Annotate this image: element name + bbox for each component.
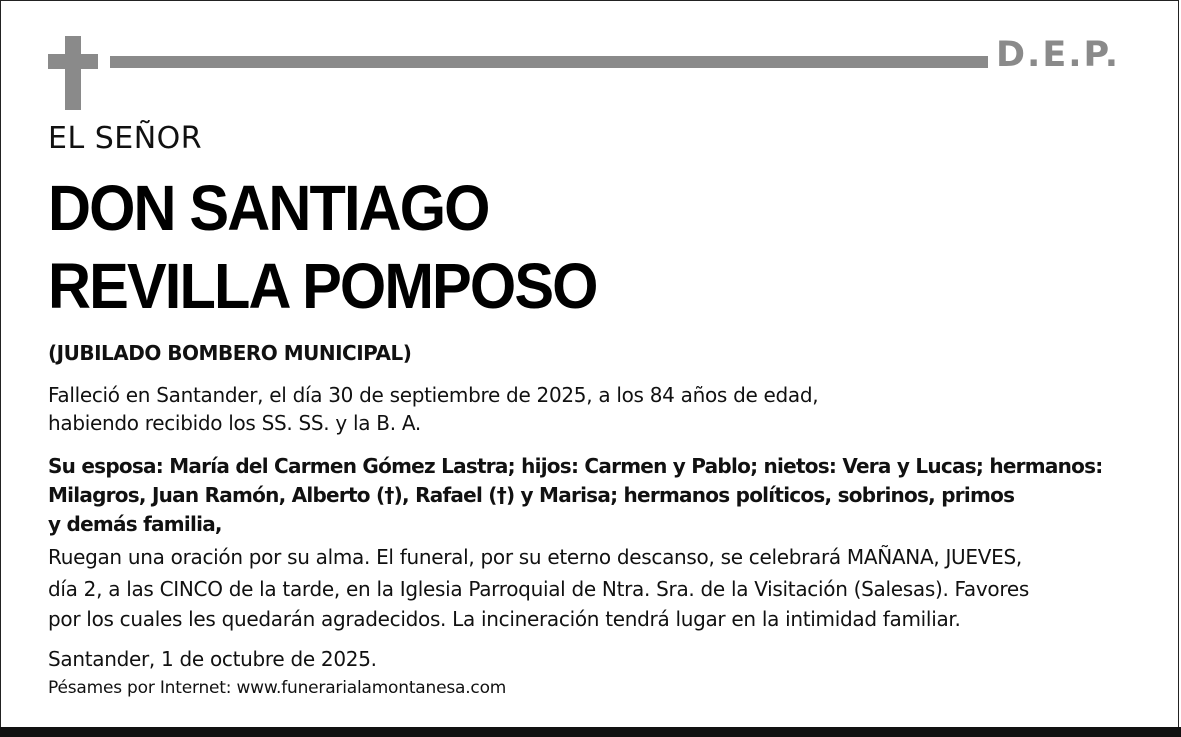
bottom-border — [0, 727, 1181, 737]
place-date: Santander, 1 de octubre de 2025. — [48, 647, 377, 671]
condolences-link: Pésames por Internet: www.funerarialamontanesa.com — [48, 678, 507, 698]
request-line-1: Ruegan una oración por su alma. El funeral, por su eterno descanso, se celebrará MAÑANA, JUEVES, — [48, 545, 1022, 569]
request-line-2: día 2, a las CINCO de la tarde, en la Iglesia Parroquial de Ntra. Sra. de la Visitación (Salesas). Favores — [48, 577, 1029, 601]
family-line-3: y demás familia, — [48, 512, 222, 536]
latin-cross-icon — [48, 36, 98, 110]
death-text-line-2: habiendo recibido los SS. SS. y la B. A. — [48, 411, 421, 435]
occupation: (JUBILADO BOMBERO MUNICIPAL) — [48, 341, 412, 365]
header-rule — [110, 56, 988, 68]
dep-label: D.E.P. — [996, 35, 1121, 75]
family-line-1: Su esposa: María del Carmen Gómez Lastra; hijos: Carmen y Pablo; nietos: Vera y Lucas; hermanos: — [48, 454, 1103, 478]
death-text-line-1: Falleció en Santander, el día 30 de septiembre de 2025, a los 84 años de edad, — [48, 383, 819, 407]
deceased-name-line-1: DON SANTIAGO — [48, 172, 489, 244]
deceased-name-line-2: REVILLA POMPOSO — [48, 250, 597, 322]
title-prefix: EL SEÑOR — [48, 121, 203, 156]
family-line-2: Milagros, Juan Ramón, Alberto (†), Rafael (†) y Marisa; hermanos políticos, sobrinos, primos — [48, 483, 1015, 507]
request-line-3: por los cuales les quedarán agradecidos. La incineración tendrá lugar en la intimidad familiar. — [48, 607, 961, 631]
